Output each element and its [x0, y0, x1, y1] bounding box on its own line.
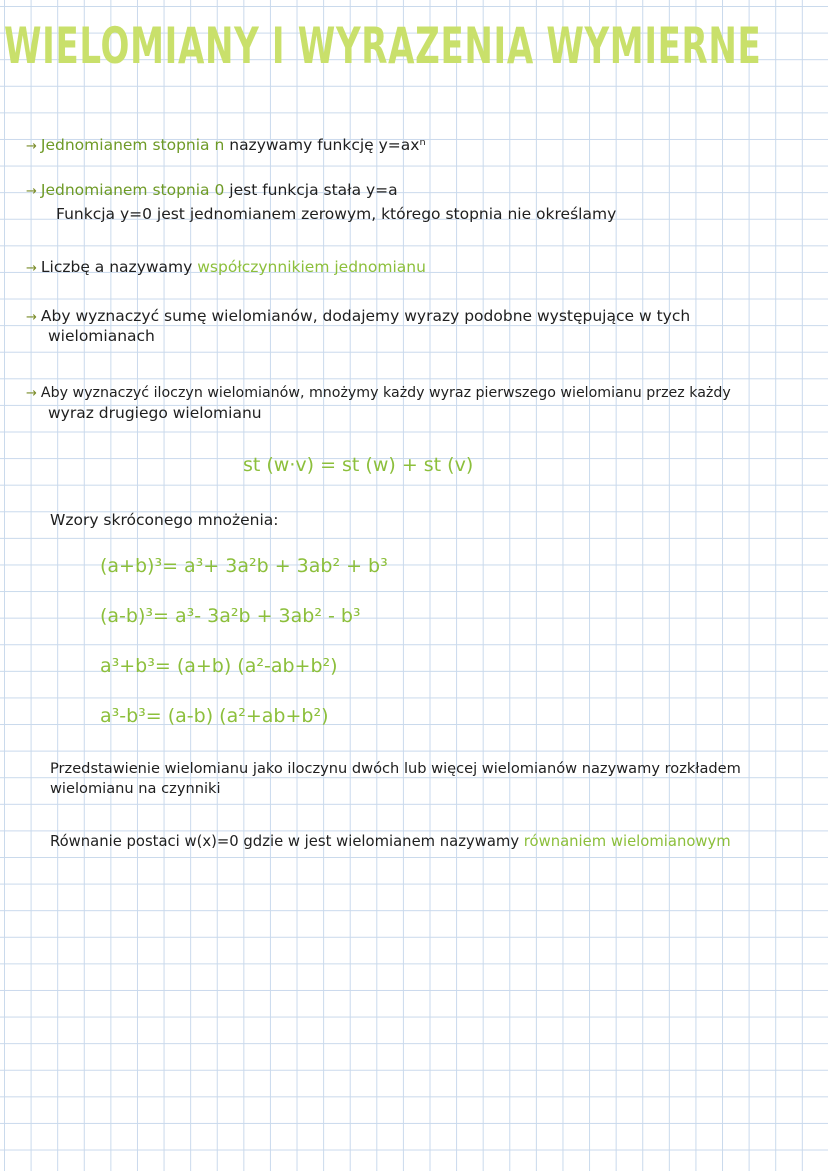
note-text: Aby wyznaczyć sumę wielomianów, dodajemy wyrazy podobne występujące w tych — [40, 307, 691, 325]
arrow-icon: → — [26, 386, 37, 401]
note-polynomial-product — [26, 383, 731, 404]
note-polynomial-equation — [50, 832, 731, 852]
term-highlight: Jednomianem stopnia 0 — [40, 181, 225, 199]
arrow-icon: → — [26, 261, 37, 276]
formula-cube-of-difference: (a-b)³= a³- 3a²b + 3ab² - b³ — [100, 605, 361, 627]
note-monomial-degree-zero — [26, 180, 398, 202]
formulas-heading: Wzory skróconego mnożenia: — [50, 511, 279, 529]
term-highlight: Jednomianem stopnia n — [40, 136, 225, 154]
note-factorization: Przedstawienie wielomianu jako iloczynu dwóch lub więcej wielomianów nazywamy rozkładem — [50, 760, 741, 777]
note-factorization-cont: wielomianu na czynniki — [50, 780, 221, 797]
note-text: jest funkcja stała y=a — [224, 181, 398, 199]
arrow-icon: → — [26, 139, 37, 154]
formula-sum-of-cubes: a³+b³= (a+b) (a²-ab+b²) — [100, 655, 338, 677]
note-zero-monomial: Funkcja y=0 jest jednomianem zerowym, którego stopnia nie określamy — [56, 205, 617, 223]
note-coefficient — [26, 257, 426, 279]
note-polynomial-product-cont: wyraz drugiego wielomianu — [48, 404, 262, 422]
note-text: Liczbę a nazywamy — [40, 258, 198, 276]
note-polynomial-sum-cont: wielomianach — [48, 327, 155, 345]
term-highlight: współczynnikiem jednomianu — [197, 258, 426, 276]
note-polynomial-sum — [26, 306, 690, 328]
note-monomial-degree-n — [26, 135, 426, 157]
arrow-icon: → — [26, 184, 37, 199]
note-text: nazywamy funkcję y=axⁿ — [224, 136, 426, 154]
formula-cube-of-sum: (a+b)³= a³+ 3a²b + 3ab² + b³ — [100, 555, 388, 577]
note-text: Aby wyznaczyć iloczyn wielomianów, mnożymy każdy wyraz pierwszego wielomianu przez każdy — [40, 385, 731, 401]
degree-formula: st (w·v) = st (w) + st (v) — [243, 454, 474, 476]
term-highlight: równaniem wielomianowym — [523, 833, 731, 850]
note-text: Równanie postaci w(x)=0 gdzie w jest wielomianem nazywamy — [50, 833, 524, 850]
formula-difference-of-cubes: a³-b³= (a-b) (a²+ab+b²) — [100, 705, 329, 727]
arrow-icon: → — [26, 310, 37, 325]
page-title: WIELOMIANY I WYRAZENIA WYMIERNE — [4, 17, 762, 75]
